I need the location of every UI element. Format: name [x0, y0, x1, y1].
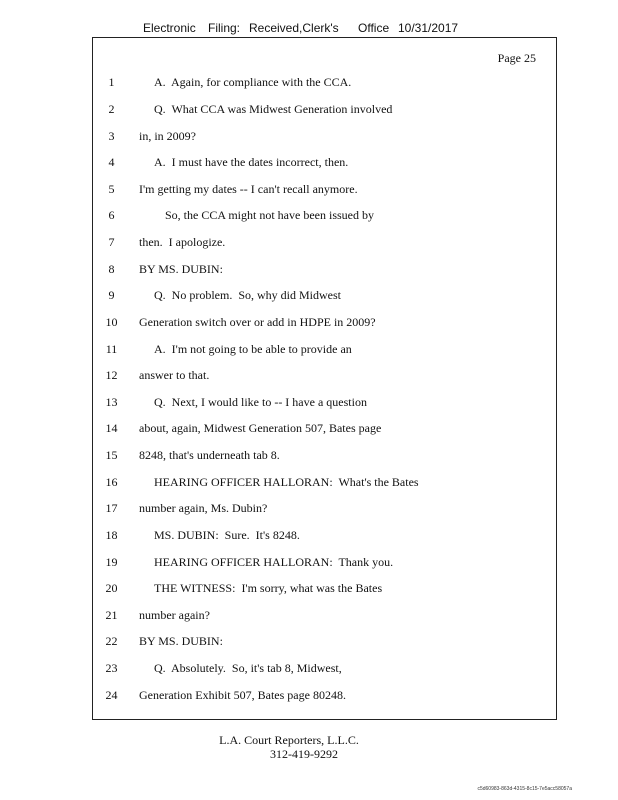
- transcript-line: [93, 421, 556, 439]
- line-text: then. I apologize.: [139, 235, 226, 249]
- line-number: 12: [105, 368, 118, 382]
- transcript-page-frame: [92, 37, 557, 720]
- transcript-line: [93, 208, 556, 226]
- line-text: HEARING OFFICER HALLORAN: What's the Bates: [154, 475, 419, 489]
- transcript-line: [93, 634, 556, 652]
- filing-header: [0, 21, 618, 37]
- line-number: 24: [105, 688, 118, 702]
- document-hash: c5d60983-863d-4315-8c15-7e5acc58057a: [477, 786, 572, 792]
- line-number: 6: [108, 208, 115, 222]
- transcript-line: [93, 528, 556, 546]
- line-text: Q. What CCA was Midwest Generation involved: [154, 102, 393, 116]
- line-number: 1: [108, 75, 115, 89]
- transcript-line: [93, 129, 556, 147]
- line-text: Q. No problem. So, why did Midwest: [154, 288, 341, 302]
- line-number: 22: [105, 634, 118, 648]
- header-office: Office: [358, 21, 390, 35]
- line-text: number again?: [139, 608, 210, 622]
- line-text: Q. Absolutely. So, it's tab 8, Midwest,: [154, 661, 342, 675]
- line-number: 3: [108, 129, 115, 143]
- transcript-line: [93, 155, 556, 173]
- transcript-line: [93, 75, 556, 93]
- line-number: 2: [108, 102, 115, 116]
- line-text: THE WITNESS: I'm sorry, what was the Bates: [154, 581, 383, 595]
- line-text: Q. Next, I would like to -- I have a question: [154, 395, 367, 409]
- line-text: I'm getting my dates -- I can't recall anymore.: [139, 182, 358, 196]
- line-number: 20: [105, 581, 118, 595]
- transcript-line: [93, 395, 556, 413]
- line-text: A. Again, for compliance with the CCA.: [154, 75, 352, 89]
- line-text: in, in 2009?: [139, 129, 196, 143]
- line-text: BY MS. DUBIN:: [139, 634, 223, 648]
- line-number: 17: [105, 501, 118, 515]
- line-number: 7: [108, 235, 115, 249]
- header-received-clerks: Received,Clerk's: [249, 21, 339, 35]
- page-number: Page 25: [497, 51, 536, 65]
- transcript-line: [93, 262, 556, 280]
- line-number: 23: [105, 661, 118, 675]
- line-text: A. I'm not going to be able to provide an: [154, 342, 352, 356]
- line-number: 9: [108, 288, 115, 302]
- transcript-line: [93, 235, 556, 253]
- transcript-line: [93, 501, 556, 519]
- line-number: 16: [105, 475, 118, 489]
- line-number: 19: [105, 555, 118, 569]
- line-text: So, the CCA might not have been issued by: [165, 208, 374, 222]
- transcript-line: [93, 102, 556, 120]
- transcript-line: [93, 342, 556, 360]
- transcript-line: [93, 555, 556, 573]
- transcript-line: [93, 315, 556, 333]
- transcript-line: [93, 608, 556, 626]
- header-date: 10/31/2017: [398, 21, 459, 35]
- line-number: 11: [105, 342, 118, 356]
- transcript-line: [93, 448, 556, 466]
- line-text: about, again, Midwest Generation 507, Bates page: [139, 421, 382, 435]
- line-number: 18: [105, 528, 118, 542]
- header-electronic: Electronic: [143, 21, 196, 35]
- line-number: 21: [105, 608, 118, 622]
- line-text: BY MS. DUBIN:: [139, 262, 223, 276]
- transcript-line: [93, 288, 556, 306]
- line-number: 15: [105, 448, 118, 462]
- line-number: 4: [108, 155, 115, 169]
- line-text: A. I must have the dates incorrect, then.: [154, 155, 349, 169]
- transcript-line: [93, 688, 556, 706]
- line-number: 10: [105, 315, 118, 329]
- line-number: 13: [105, 395, 118, 409]
- line-text: HEARING OFFICER HALLORAN: Thank you.: [154, 555, 394, 569]
- transcript-line: [93, 475, 556, 493]
- transcript-line: [93, 581, 556, 599]
- line-number: 14: [105, 421, 118, 435]
- transcript-line: [93, 368, 556, 386]
- line-text: number again, Ms. Dubin?: [139, 501, 268, 515]
- footer-company: L.A. Court Reporters, L.L.C.: [219, 733, 359, 747]
- line-text: MS. DUBIN: Sure. It's 8248.: [154, 528, 300, 542]
- line-number: 5: [108, 182, 115, 196]
- line-number: 8: [108, 262, 115, 276]
- transcript-line: [93, 661, 556, 679]
- footer-phone: 312-419-9292: [270, 747, 338, 761]
- line-text: answer to that.: [139, 368, 210, 382]
- line-text: Generation switch over or add in HDPE in 2009?: [139, 315, 376, 329]
- line-text: 8248, that's underneath tab 8.: [139, 448, 280, 462]
- transcript-line: [93, 182, 556, 200]
- header-filing: Filing:: [208, 21, 241, 35]
- line-text: Generation Exhibit 507, Bates page 80248.: [139, 688, 346, 702]
